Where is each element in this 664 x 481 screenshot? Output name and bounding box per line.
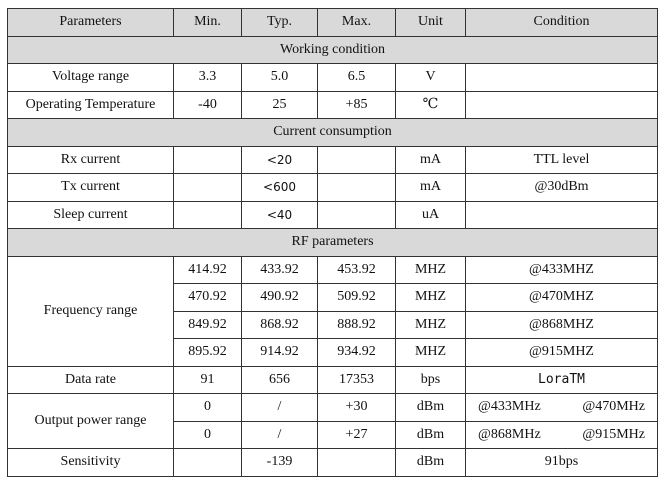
condition-value (466, 394, 658, 422)
typ-value: / (242, 421, 318, 449)
header-parameters: Parameters (8, 9, 174, 37)
max-value: 509.92 (318, 284, 396, 312)
min-value (174, 174, 242, 202)
typ-value: <20 (242, 146, 318, 174)
condition-value: @470MHZ (466, 284, 658, 312)
section-title-working: Working condition (8, 36, 658, 64)
typ-value: 914.92 (242, 339, 318, 367)
min-value: 470.92 (174, 284, 242, 312)
param-name: Rx current (8, 146, 174, 174)
max-value: 6.5 (318, 64, 396, 92)
condition-value (466, 421, 658, 449)
param-name: Operating Temperature (8, 91, 174, 119)
section-row-rf (8, 229, 658, 257)
table-row-voltage (8, 64, 658, 92)
table-row-sensitivity (8, 449, 658, 477)
condition-band-a: @433MHz (478, 399, 541, 415)
spec-table-container (7, 8, 658, 477)
param-name: Sleep current (8, 201, 174, 229)
unit-value: mA (396, 174, 466, 202)
header-condition: Condition (466, 9, 658, 37)
header-min: Min. (174, 9, 242, 37)
max-value: 453.92 (318, 256, 396, 284)
table-row-rx (8, 146, 658, 174)
param-name: Output power range (8, 394, 174, 449)
table-row-datarate (8, 366, 658, 394)
table-row-tx (8, 174, 658, 202)
typ-value: <600 (242, 174, 318, 202)
unit-value: V (396, 64, 466, 92)
min-value: 414.92 (174, 256, 242, 284)
typ-value: 868.92 (242, 311, 318, 339)
unit-value: MHZ (396, 339, 466, 367)
section-row-current (8, 119, 658, 147)
condition-value (466, 201, 658, 229)
unit-value: MHZ (396, 311, 466, 339)
typ-value: 433.92 (242, 256, 318, 284)
typ-value: 656 (242, 366, 318, 394)
max-value: 934.92 (318, 339, 396, 367)
condition-value: @915MHZ (466, 339, 658, 367)
table-row-sleep (8, 201, 658, 229)
min-value (174, 449, 242, 477)
table-row-frequency (8, 256, 658, 284)
max-value (318, 449, 396, 477)
min-value: 849.92 (174, 311, 242, 339)
min-value: 895.92 (174, 339, 242, 367)
condition-value: TTL level (466, 146, 658, 174)
section-row-working (8, 36, 658, 64)
max-value: 888.92 (318, 311, 396, 339)
unit-value: MHZ (396, 256, 466, 284)
unit-value: bps (396, 366, 466, 394)
typ-value: <40 (242, 201, 318, 229)
min-value: 91 (174, 366, 242, 394)
max-value (318, 146, 396, 174)
typ-value: -139 (242, 449, 318, 477)
condition-value: 91bps (466, 449, 658, 477)
min-value: -40 (174, 91, 242, 119)
min-value (174, 201, 242, 229)
unit-value: dBm (396, 449, 466, 477)
unit-value: dBm (396, 394, 466, 422)
condition-value: LoraTM (466, 366, 658, 394)
condition-value (466, 91, 658, 119)
max-value (318, 201, 396, 229)
param-name: Frequency range (8, 256, 174, 366)
min-value: 3.3 (174, 64, 242, 92)
max-value: +30 (318, 394, 396, 422)
typ-value: 25 (242, 91, 318, 119)
typ-value: 490.92 (242, 284, 318, 312)
header-max: Max. (318, 9, 396, 37)
param-name: Tx current (8, 174, 174, 202)
unit-value: ℃ (396, 91, 466, 119)
min-value: 0 (174, 394, 242, 422)
param-name: Data rate (8, 366, 174, 394)
max-value: +85 (318, 91, 396, 119)
param-name: Sensitivity (8, 449, 174, 477)
unit-value: MHZ (396, 284, 466, 312)
min-value (174, 146, 242, 174)
table-row-output-power (8, 394, 658, 422)
header-unit: Unit (396, 9, 466, 37)
condition-band-b: @470MHz (582, 399, 645, 415)
condition-value: @433MHZ (466, 256, 658, 284)
condition-band-a: @868MHz (478, 426, 541, 442)
section-title-rf: RF parameters (8, 229, 658, 257)
unit-value: uA (396, 201, 466, 229)
min-value: 0 (174, 421, 242, 449)
max-value: +27 (318, 421, 396, 449)
header-row (8, 9, 658, 37)
param-name: Voltage range (8, 64, 174, 92)
unit-value: mA (396, 146, 466, 174)
condition-value (466, 64, 658, 92)
condition-value: @30dBm (466, 174, 658, 202)
condition-band-b: @915MHz (582, 426, 645, 442)
header-typ: Typ. (242, 9, 318, 37)
table-row-temperature (8, 91, 658, 119)
condition-value: @868MHZ (466, 311, 658, 339)
typ-value: / (242, 394, 318, 422)
section-title-current: Current consumption (8, 119, 658, 147)
typ-value: 5.0 (242, 64, 318, 92)
unit-value: dBm (396, 421, 466, 449)
max-value (318, 174, 396, 202)
spec-table (7, 8, 658, 477)
max-value: 17353 (318, 366, 396, 394)
